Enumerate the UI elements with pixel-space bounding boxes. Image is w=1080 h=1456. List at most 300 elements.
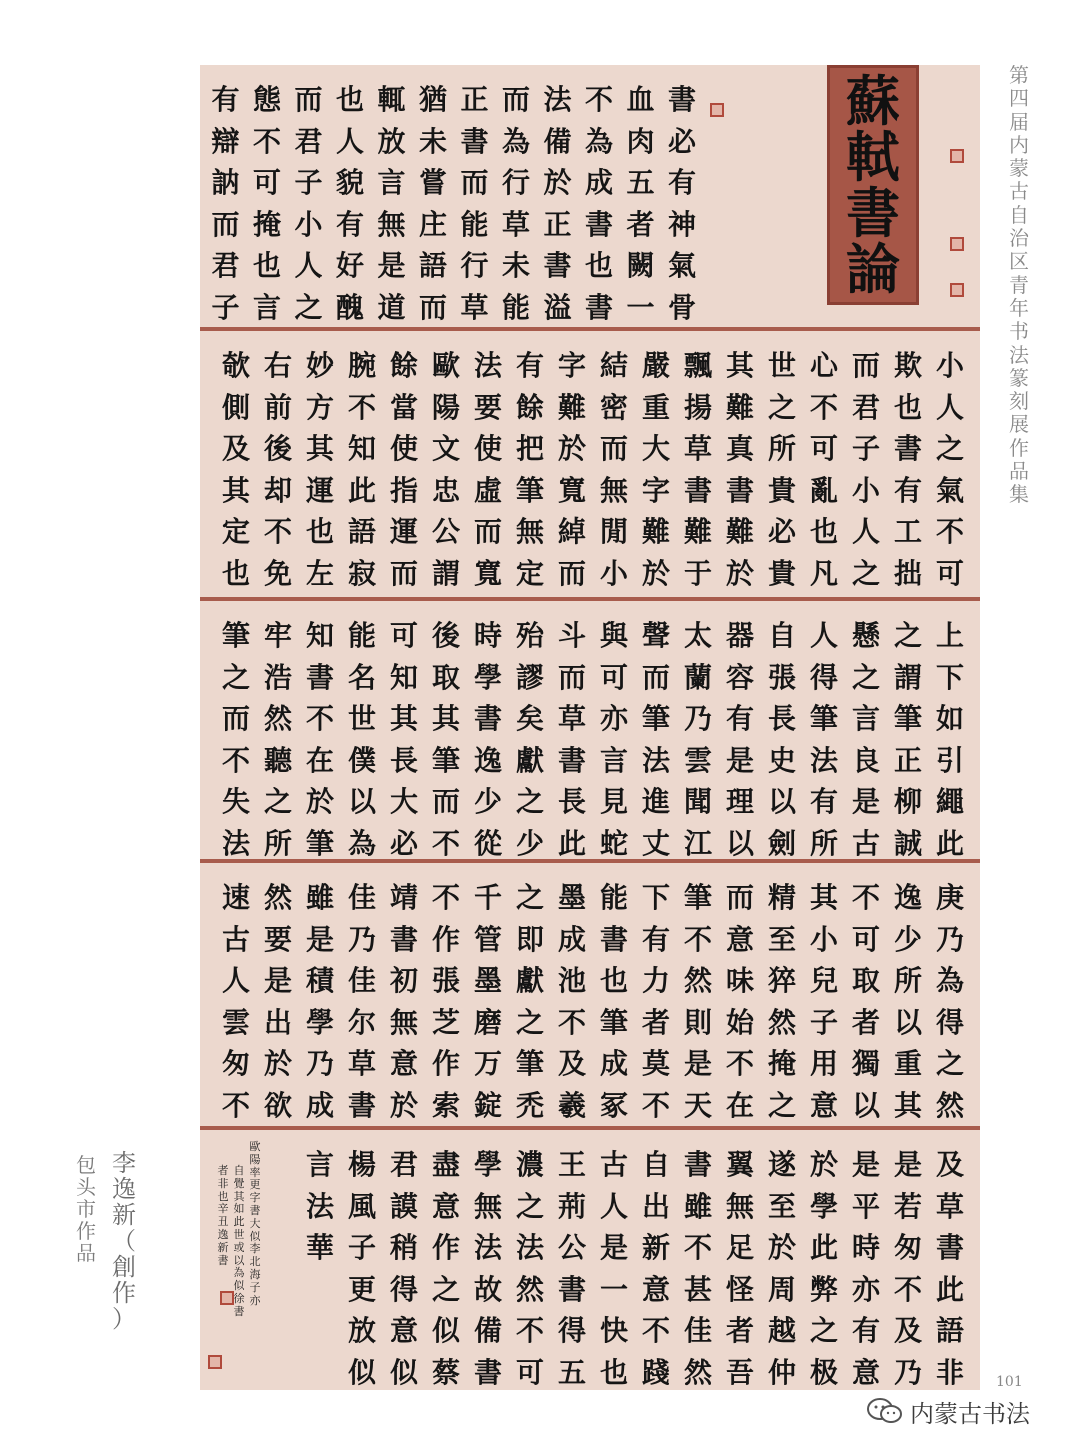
calligraphy-char: 索 [431,1088,460,1122]
text-column [930,1144,970,1393]
calligraphy-char: 劍 [767,826,796,860]
calligraphy-char: 可 [515,1355,544,1389]
calligraphy-char: 能 [599,881,628,914]
calligraphy-char: 可 [252,166,281,199]
calligraphy-char: 世 [347,702,376,735]
calligraphy-char: 筆 [683,881,712,914]
calligraphy-char: 柳 [893,785,922,818]
calligraphy-char: 可 [935,556,964,590]
calligraphy-char: 獻 [515,964,544,997]
calligraphy-char: 江 [683,826,712,860]
text-column [804,877,844,1126]
calligraphy-char: 史 [767,743,796,777]
calligraphy-char: 不 [221,1088,250,1122]
calligraphy-char: 浩 [263,660,292,694]
text-column [804,615,844,864]
calligraphy-char: 而 [389,556,418,590]
calligraphy-char: 書 [683,1148,712,1181]
calligraphy-char: 閒 [599,515,628,548]
calligraphy-char: 輒 [377,83,406,116]
calligraphy-char: 也 [335,83,364,116]
calligraphy-char: 時 [473,619,502,652]
calligraphy-char: 言 [599,743,628,777]
calligraphy-char: 筆 [599,1005,628,1039]
text-column [552,615,592,864]
calligraphy-char: 法 [473,1231,502,1264]
calligraphy-char: 積 [305,964,334,997]
calligraphy-char: 也 [599,964,628,997]
calligraphy-char: 不 [809,390,838,424]
calligraphy-char: 者 [851,1005,880,1039]
inscription-char: 此 [233,1215,245,1229]
calligraphy-char: 乃 [305,1047,334,1080]
text-column [678,345,718,594]
text-column [455,79,495,328]
calligraphy-char: 定 [221,515,250,548]
collection-title [1006,64,1032,507]
calligraphy-char: 學 [305,1005,334,1039]
text-column [426,345,466,594]
text-column [804,345,844,594]
calligraphy-char: 池 [557,964,586,997]
calligraphy-char: 者 [725,1314,754,1347]
calligraphy-char: 王 [557,1148,586,1181]
author-char: 新 [112,1201,136,1229]
calligraphy-char: 太 [683,619,712,652]
inscription-col-1 [248,1141,262,1307]
calligraphy-char: 兒 [809,964,838,997]
calligraphy-char: 所 [263,826,292,860]
seal-stamp [950,149,964,163]
calligraphy-char: 然 [767,1005,796,1039]
collection-title-char: 集 [1009,482,1029,507]
calligraphy-char: 書 [543,249,572,282]
text-column [372,79,412,328]
author-name [112,1150,136,1332]
calligraphy-char: 側 [221,390,250,424]
calligraphy-char: 僕 [347,743,376,777]
calligraphy-char: 書 [305,660,334,694]
calligraphy-char: 欲 [263,1088,292,1122]
calligraphy-char: 也 [305,515,334,548]
calligraphy-char: 重 [641,390,670,424]
calligraphy-char: 心 [809,349,838,382]
calligraphy-char: 冢 [599,1088,628,1122]
calligraphy-char: 不 [557,1005,586,1039]
calligraphy-char: 未 [501,249,530,282]
text-column [384,1144,424,1393]
calligraphy-char: 濃 [515,1148,544,1181]
calligraphy-char: 書 [667,83,696,116]
calligraphy-char: 必 [767,515,796,548]
panel-2 [200,331,980,597]
text-column [258,615,298,864]
collection-title-char: 区 [1009,249,1029,274]
text-column [216,615,256,864]
calligraphy-char: 無 [473,1189,502,1223]
calligraphy-char: 不 [935,515,964,548]
calligraphy-char: 佳 [347,964,376,997]
calligraphy-char: 也 [599,1355,628,1389]
calligraphy-char: 得 [557,1314,586,1347]
inscription-char: 自 [233,1164,245,1177]
calligraphy-char: 運 [305,473,334,507]
calligraphy-char: 筆 [641,702,670,735]
calligraphy-char: 之 [767,1088,796,1122]
calligraphy-char: 貴 [767,473,796,507]
calligraphy-char: 當 [389,390,418,424]
panel-5 [200,1130,980,1390]
calligraphy-char: 學 [809,1189,838,1223]
text-column [720,345,760,594]
calligraphy-char: 至 [767,922,796,956]
calligraphy-char: 時 [851,1231,880,1264]
calligraphy-char: 錠 [473,1088,502,1122]
text-column [552,877,592,1126]
calligraphy-char: 則 [683,1005,712,1039]
calligraphy-char: 小 [851,473,880,507]
calligraphy-char: 之 [893,619,922,652]
calligraphy-char: 非 [935,1355,964,1389]
calligraphy-char: 放 [347,1314,376,1347]
calligraphy-char: 牢 [263,619,292,652]
calligraphy-char: 之 [935,432,964,465]
text-column [552,345,592,594]
calligraphy-char: 器 [725,619,754,652]
calligraphy-char: 踐 [641,1355,670,1389]
calligraphy-char: 人 [294,249,323,282]
calligraphy-char: 自 [767,619,796,652]
calligraphy-char: 有 [515,349,544,382]
calligraphy-char: 禿 [515,1088,544,1122]
calligraphy-char: 之 [263,785,292,818]
collection-title-char: 古 [1009,179,1029,204]
text-column [468,877,508,1126]
calligraphy-char: 虛 [473,473,502,507]
calligraphy-char: 古 [599,1148,628,1181]
calligraphy-char: 草 [501,207,530,241]
text-column [621,79,661,328]
text-column [538,79,578,328]
calligraphy-char: 似 [431,1314,460,1347]
calligraphy-char: 而 [851,349,880,382]
calligraphy-char: 也 [584,249,613,282]
inscription-char: 世 [233,1227,245,1241]
calligraphy-char: 猝 [767,964,796,997]
text-column [247,79,287,328]
calligraphy-char: 書 [599,922,628,956]
calligraphy-char: 書 [473,1355,502,1389]
calligraphy-char: 辯 [211,124,240,158]
calligraphy-char: 言 [851,702,880,735]
calligraphy-char: 荊 [557,1189,586,1223]
calligraphy-artwork [200,65,980,1390]
calligraphy-char: 至 [767,1189,796,1223]
calligraphy-char: 雖 [683,1189,712,1223]
author-org-char: 市 [76,1197,96,1221]
calligraphy-char: 引 [935,743,964,777]
calligraphy-char: 子 [851,432,880,465]
calligraphy-char: 不 [851,881,880,914]
text-column [468,1144,508,1393]
calligraphy-char: 味 [725,964,754,997]
calligraphy-char: 能 [460,207,489,241]
calligraphy-char: 此 [557,826,586,860]
calligraphy-char: 於 [809,1148,838,1181]
text-column [930,345,970,594]
calligraphy-char: 速 [221,881,250,914]
artwork-title-box [827,65,919,305]
calligraphy-char: 書 [557,743,586,777]
text-column [216,345,256,594]
calligraphy-char: 有 [335,207,364,241]
calligraphy-char: 意 [725,922,754,956]
seal-stamp [208,1355,222,1369]
calligraphy-char: 前 [263,390,292,424]
calligraphy-char: 是 [851,1148,880,1181]
text-column [762,877,802,1126]
calligraphy-char: 精 [767,881,796,914]
page-number: 101 [996,1374,1023,1390]
calligraphy-char: 之 [294,290,323,324]
calligraphy-char: 在 [305,743,334,777]
calligraphy-char: 所 [767,432,796,465]
calligraphy-char: 而 [501,83,530,116]
calligraphy-char: 其 [725,349,754,382]
calligraphy-char: 作 [431,922,460,956]
calligraphy-char: 有 [809,785,838,818]
text-column [384,877,424,1126]
calligraphy-char: 是 [725,743,754,777]
calligraphy-char: 揚 [683,390,712,424]
calligraphy-char: 成 [305,1088,334,1122]
inscription-char: 李 [249,1242,261,1256]
calligraphy-char: 稍 [389,1231,418,1264]
calligraphy-char: 於 [305,785,334,818]
calligraphy-char: 意 [641,1272,670,1306]
collection-title-char: 自 [1009,202,1029,227]
calligraphy-char: 之 [809,1314,838,1347]
calligraphy-char: 為 [501,124,530,158]
author-char: （ [112,1227,136,1255]
calligraphy-char: 寂 [347,556,376,590]
text-column [930,877,970,1126]
inscription-char: 也 [217,1189,229,1203]
text-column [330,79,370,328]
collection-title-char: 篆 [1009,365,1029,390]
calligraphy-char: 法 [473,349,502,382]
calligraphy-char: 是 [851,785,880,818]
text-column [413,79,453,328]
calligraphy-char: 把 [515,432,544,465]
calligraphy-char: 意 [389,1047,418,1080]
calligraphy-char: 知 [347,432,376,465]
calligraphy-char: 也 [809,515,838,548]
calligraphy-char: 於 [725,556,754,590]
calligraphy-char: 妙 [305,349,334,382]
calligraphy-char: 無 [599,473,628,507]
calligraphy-char: 之 [515,881,544,914]
calligraphy-char: 一 [599,1272,628,1306]
calligraphy-char: 不 [641,1314,670,1347]
calligraphy-char: 五 [626,166,655,199]
text-column [510,877,550,1126]
text-column [342,615,382,864]
calligraphy-char: 長 [557,785,586,818]
inscription-char: 似 [249,1229,261,1243]
calligraphy-char: 謨 [389,1189,418,1223]
calligraphy-char: 初 [389,964,418,997]
calligraphy-char: 知 [305,619,334,652]
artwork-title-char: 蘇 [846,69,900,133]
calligraphy-char: 於 [557,432,586,465]
calligraphy-char: 書 [893,432,922,465]
calligraphy-char: 所 [893,964,922,997]
calligraphy-char: 理 [725,785,754,818]
calligraphy-char: 之 [221,660,250,694]
calligraphy-char: 聲 [641,619,670,652]
calligraphy-char: 小 [935,349,964,382]
calligraphy-char: 而 [294,83,323,116]
seal-stamp [950,283,964,297]
calligraphy-char: 謬 [515,660,544,694]
text-column [762,345,802,594]
collection-title-char: 治 [1009,226,1029,251]
calligraphy-char: 少 [515,826,544,860]
text-column [720,1144,760,1393]
calligraphy-char: 一 [626,290,655,324]
text-column [579,79,619,328]
calligraphy-char: 血 [626,83,655,116]
calligraphy-char: 法 [515,1231,544,1264]
author-org-char: 品 [76,1241,96,1265]
inscription-char: 亦 [249,1293,261,1307]
calligraphy-char: 及 [893,1314,922,1347]
calligraphy-char: 雖 [305,881,334,914]
calligraphy-char: 之 [767,390,796,424]
calligraphy-char: 而 [473,515,502,548]
inscription-char: 逸 [217,1227,229,1241]
calligraphy-char: 言 [305,1148,334,1181]
calligraphy-char: 可 [809,432,838,465]
collection-title-char: 年 [1009,295,1029,320]
calligraphy-char: 容 [725,660,754,694]
calligraphy-char: 聽 [263,743,292,777]
collection-title-char: 品 [1009,459,1029,484]
calligraphy-char: 古 [221,922,250,956]
calligraphy-char: 于 [683,556,712,590]
calligraphy-char: 不 [221,743,250,777]
calligraphy-char: 備 [473,1314,502,1347]
calligraphy-char: 者 [626,207,655,241]
author-org-char: 包 [76,1153,96,1177]
text-column [300,1144,340,1269]
calligraphy-char: 欹 [221,349,250,382]
calligraphy-char: 要 [263,922,292,956]
calligraphy-char: 難 [641,515,670,548]
calligraphy-char: 平 [851,1189,880,1223]
calligraphy-char: 無 [515,515,544,548]
calligraphy-char: 難 [683,515,712,548]
text-column [594,877,634,1126]
calligraphy-char: 佳 [683,1314,712,1347]
text-column [662,79,702,328]
calligraphy-char: 好 [335,249,364,282]
calligraphy-char: 掩 [767,1047,796,1080]
calligraphy-char: 免 [263,556,292,590]
calligraphy-char: 而 [557,660,586,694]
calligraphy-char: 有 [641,922,670,956]
text-column [720,615,760,864]
calligraphy-char: 可 [599,660,628,694]
calligraphy-char: 此 [935,826,964,860]
author-char: 逸 [112,1175,136,1203]
inscription-char: 歐 [249,1140,261,1153]
calligraphy-char: 書 [389,922,418,956]
inscription-char: 似 [233,1279,245,1293]
inscription-char: 或 [233,1240,245,1254]
calligraphy-char: 成 [584,166,613,199]
inscription-char: 大 [249,1216,261,1230]
calligraphy-char: 有 [851,1314,880,1347]
calligraphy-char: 吾 [725,1355,754,1389]
calligraphy-char: 芝 [431,1005,460,1039]
calligraphy-char: 其 [893,1088,922,1122]
calligraphy-char: 之 [851,660,880,694]
calligraphy-char: 有 [667,166,696,199]
inscription-char: 非 [217,1176,229,1190]
collection-title-char: 第 [1009,63,1029,87]
calligraphy-char: 草 [460,290,489,324]
calligraphy-char: 必 [389,826,418,860]
calligraphy-char: 知 [389,660,418,694]
calligraphy-char: 於 [543,166,572,199]
text-column [846,877,886,1126]
collection-title-char: 四 [1009,86,1029,111]
calligraphy-char: 貌 [335,166,364,199]
calligraphy-char: 如 [935,702,964,735]
calligraphy-char: 繩 [935,785,964,818]
calligraphy-char: 此 [347,473,376,507]
calligraphy-char: 子 [211,290,240,324]
calligraphy-char: 蘭 [683,660,712,694]
calligraphy-char: 長 [767,702,796,735]
calligraphy-char: 不 [725,1047,754,1080]
calligraphy-char: 難 [557,390,586,424]
calligraphy-char: 怪 [725,1272,754,1306]
calligraphy-char: 草 [557,702,586,735]
calligraphy-char: 醜 [335,290,364,324]
text-column [888,1144,928,1393]
calligraphy-char: 匆 [893,1231,922,1264]
calligraphy-char: 草 [935,1189,964,1223]
calligraphy-char: 君 [851,390,880,424]
calligraphy-char: 翼 [725,1148,754,1181]
calligraphy-char: 溢 [543,290,572,324]
calligraphy-char: 正 [893,743,922,777]
calligraphy-char: 之 [851,556,880,590]
calligraphy-char: 文 [431,432,460,465]
calligraphy-char: 使 [473,432,502,465]
inscription-char: 北 [249,1255,261,1269]
calligraphy-char: 華 [305,1231,334,1264]
calligraphy-char: 亦 [851,1272,880,1306]
calligraphy-char: 极 [809,1355,838,1389]
collection-title-char: 法 [1009,342,1029,367]
calligraphy-char: 筆 [305,826,334,860]
calligraphy-char: 飄 [683,349,712,382]
calligraphy-char: 然 [683,964,712,997]
